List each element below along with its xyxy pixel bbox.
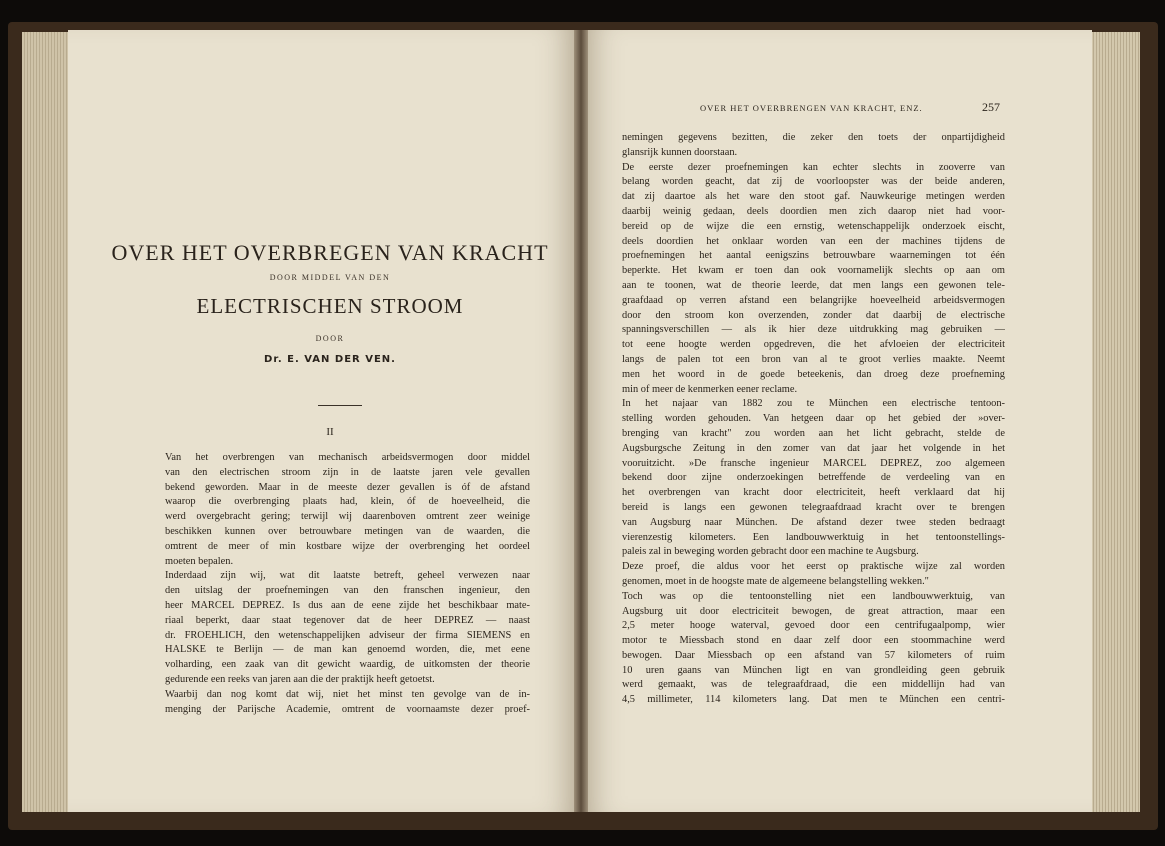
text-line: bereid is langs een gewonen telegraafdraad kracht over te brengen — [622, 501, 1005, 513]
text-line: Augsburg uit door electriciteit bewogen, de great attraction, maar een — [622, 605, 1005, 617]
text-line: werd overgebracht gering; terwijl wij daarenboven omtrent zeer weinige — [165, 511, 530, 523]
text-line: menging der Parijsche Academie, omtrent de voornaamste dezer proef- — [165, 703, 530, 715]
left-body-text — [165, 451, 530, 717]
running-header: OVER HET OVERBRENGEN VAN KRACHT, ENZ. — [700, 103, 923, 113]
text-line: het overbrengen van kracht door electriciteit, heeft verklaard dat hij — [622, 487, 1005, 499]
right-page-edges — [1090, 32, 1140, 812]
text-line: Waarbij dan nog komt dat wij, niet het minst ten gevolge van de in- — [165, 688, 530, 700]
text-line: Deze proef, die aldus voor het eerst op praktische wijze zal worden — [622, 561, 1005, 573]
text-line: nemingen gegevens bezitten, die zeker den toets der onpartijdigheid — [622, 132, 1005, 143]
door-label: DOOR — [315, 334, 345, 343]
text-line: door den stroom kon overzenden, zonder dat daarbij de electrische — [622, 309, 1005, 321]
text-line: paleis zal in beweging worden gebracht door een machine te Augsburg. — [622, 546, 919, 558]
text-line: omtrent de meer of min kostbare wijze der overbrenging het oordeel — [165, 540, 530, 552]
text-line: genomen, moet in de hoogste mate de algemeene belangstelling wekken." — [622, 575, 929, 587]
text-line: den uitslag der proefnemingen van den franschen ingenieur, den — [165, 585, 530, 597]
text-line: vooruitzicht. »De fransche ingenieur MARCEL DEPREZ, zoo algemeen — [622, 457, 1005, 469]
text-line: belang worden geacht, dat zij de voorloopster was der beide anderen, — [622, 176, 1005, 188]
text-line: Van het overbrengen van mechanisch arbeidsvermogen door middel — [165, 452, 530, 463]
text-line: volharding, een zaak van dit gewicht waardig, de uitkomsten der theorie — [165, 659, 530, 671]
text-line: Inderdaad zijn wij, wat dit laatste betreft, geheel verwezen naar — [165, 570, 530, 582]
text-line: dr. FROEHLICH, den wetenschappelijken adviseur der firma SIEMENS en — [165, 629, 530, 641]
text-line: bewogen. Daar Miessbach op een afstand van 57 kilometers of ruim — [622, 649, 1005, 661]
text-line: De eerste dezer proefnemingen kan echter slechts in zooverre van — [622, 161, 1005, 173]
text-line: glansrijk kunnen doorstaan. — [622, 146, 738, 158]
text-line: spanningsverschillen — als ik hier deze uitdrukking mag gebruiken — — [622, 324, 1005, 336]
text-line: werd gemaakt, was de telegraafdraad, die een middellijn had van — [622, 679, 1005, 691]
text-line: daarbij weinig gedaan, deels doordien men zich daarop niet had voor- — [622, 205, 1005, 217]
text-line: bekend door zijne onderzoekingen betreffende de verdeeling van en — [622, 472, 1005, 484]
text-line: bereid op de wijze die een ernstig, wetenschappelijk onderzoek eischt, — [622, 220, 1005, 232]
text-line: riaal beperkt, daar staat tegenover dat de heer DEPREZ — naast — [165, 614, 530, 626]
text-line: brenging van kracht" zou worden aan het licht gebracht, stelde de — [622, 427, 1005, 439]
text-line: min of meer de kenmerken eener reclame. — [622, 383, 798, 395]
book-gutter — [574, 30, 588, 812]
text-line: tot eene hoogte werden opgedreven, die het afvloeien der electriciteit — [622, 339, 1005, 351]
text-line: 10 uren gaans van München ligt en van grondleiding geen gebruik — [622, 664, 1005, 676]
text-line: beschikken kunnen over betrouwbare metingen van de waarden, die — [165, 525, 530, 537]
text-line: graafdaad op verren afstand een belangrijke hoeveelheid arbeidsvermogen — [622, 294, 1005, 306]
author-name: Dr. E. VAN DER VEN. — [264, 354, 396, 365]
text-line: 4,5 millimeter, 114 kilometers lang. Dat men te München een centri- — [622, 694, 1005, 706]
text-line: bekend geworden. Maar in de meeste dezer gevallen is óf de afstand — [165, 481, 530, 493]
text-line: Toch was op die tentoonstelling niet een landbouwwerktuig, van — [622, 590, 1005, 602]
text-line: langs de palen tot een bron van al te groot verlies maakte. Neemt — [622, 353, 1005, 365]
text-line: beperkte. Het kwam er toen dan ook voornamelijk slechts op aan om — [622, 265, 1005, 277]
text-line: stelling worden gehouden. Van hetgeen daar op het gebied der »over- — [622, 413, 1005, 425]
by-line: DOOR MIDDEL VAN DEN — [269, 273, 391, 282]
right-body-text — [622, 131, 1005, 708]
section-number: II — [326, 426, 334, 438]
text-line: moeten bepalen. — [165, 555, 234, 567]
text-line: vierenzestig kilometers. Een landbouwwerktuig in het tentoonstellings- — [622, 531, 1005, 543]
text-line: aan te toonen, wat de theorie leerde, dat men langs een gewonen tele- — [622, 279, 1005, 291]
article-title: OVER HET OVERBREGEN VAN KRACHT — [111, 240, 549, 265]
text-line: gedurende een reeks van jaren aan die der praktijk heeft getoetst. — [165, 673, 435, 685]
text-line: waarop die overbrenging plaats had, klein, óf de hoeveelheid, die — [165, 496, 530, 508]
article-subtitle: ELECTRISCHEN STROOM — [196, 294, 464, 318]
text-line: HALSKE te Berlijn — de man kan genoemd worden, die, met eene — [165, 644, 530, 656]
text-line: 2,5 meter hooge waterval, gevoed door een centrifugaalpomp, wier — [622, 620, 1005, 632]
text-line: van den electrischen stroom zijn in de laatste jaren vele gevallen — [165, 466, 530, 478]
text-line: van Augsburg naar München. De afstand dezer twee steden bedraagt — [622, 516, 1005, 528]
text-line: motor te Miessbach stond en daar zelf door een stoommachine werd — [622, 635, 1005, 647]
text-line: deels doordien het onklaar worden van een der machines tijdens de — [622, 235, 1005, 247]
text-line: heer MARCEL DEPREZ. Is dus aan de eene zijde het beschikbaar mate- — [165, 599, 530, 611]
text-line: Augsburgsche Zeitung in den zomer van dat jaar het volgende in het — [622, 442, 1005, 454]
page-number: 257 — [982, 100, 1000, 114]
left-page-edges — [22, 32, 70, 812]
text-line: men het woord in de goede beteekenis, dan droeg deze proefneming — [622, 368, 1005, 380]
text-line: dat zij daartoe als het ware den stoot gaf. Nauwkeurige metingen werden — [622, 191, 1005, 203]
title-divider — [318, 405, 362, 406]
text-line: proefnemingen het aantal eenigszins betrouwbare waarnemingen tot één — [622, 250, 1005, 262]
text-line: In het najaar van 1882 zou te München een electrische tentoon- — [622, 398, 1005, 410]
